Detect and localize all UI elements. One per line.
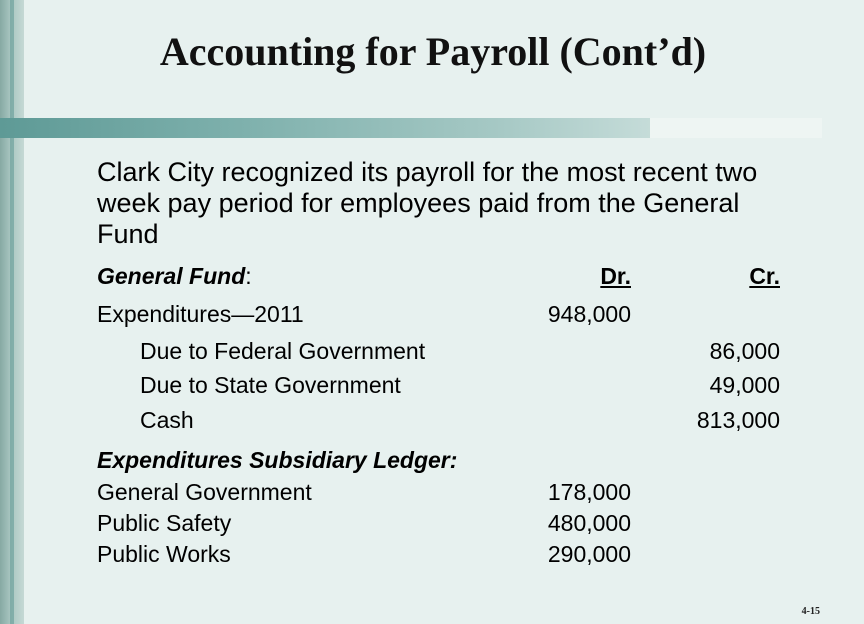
page-number: 4-15 [801, 606, 820, 617]
journal-heading-text: General Fund [97, 263, 246, 289]
journal-account-expenditures: Expenditures—2011 [97, 301, 304, 327]
ledger-account-general-government: General Government [97, 479, 312, 505]
ledger-heading: Expenditures Subsidiary Ledger: [97, 447, 458, 473]
cr-column-header: Cr. [749, 263, 780, 289]
ledger-account-public-safety: Public Safety [97, 510, 232, 536]
journal-cr-federal: 86,000 [709, 338, 780, 364]
dr-column-header: Dr. [600, 263, 631, 289]
left-decorative-stripe [10, 0, 14, 624]
journal-heading-colon: : [245, 263, 252, 289]
ledger-dr-public-works: 290,000 [547, 541, 631, 567]
ledger-dr-general-government: 178,000 [547, 479, 631, 505]
journal-account-federal: Due to Federal Government [140, 338, 426, 364]
journal-account-state: Due to State Government [140, 372, 401, 398]
slide-title: Accounting for Payroll (Cont’d) [159, 29, 707, 74]
title-underline-bar-light [650, 118, 822, 138]
journal-account-cash: Cash [140, 407, 194, 433]
journal-heading [97, 262, 252, 290]
journal-dr-expenditures: 948,000 [547, 301, 631, 327]
ledger-dr-public-safety: 480,000 [547, 510, 631, 536]
intro-paragraph: Clark City recognized its payroll for the most recent two week pay period for employees paid from the General Fund [97, 157, 758, 249]
journal-cr-cash: 813,000 [696, 407, 780, 433]
journal-cr-state: 49,000 [709, 372, 780, 398]
ledger-account-public-works: Public Works [97, 541, 231, 567]
